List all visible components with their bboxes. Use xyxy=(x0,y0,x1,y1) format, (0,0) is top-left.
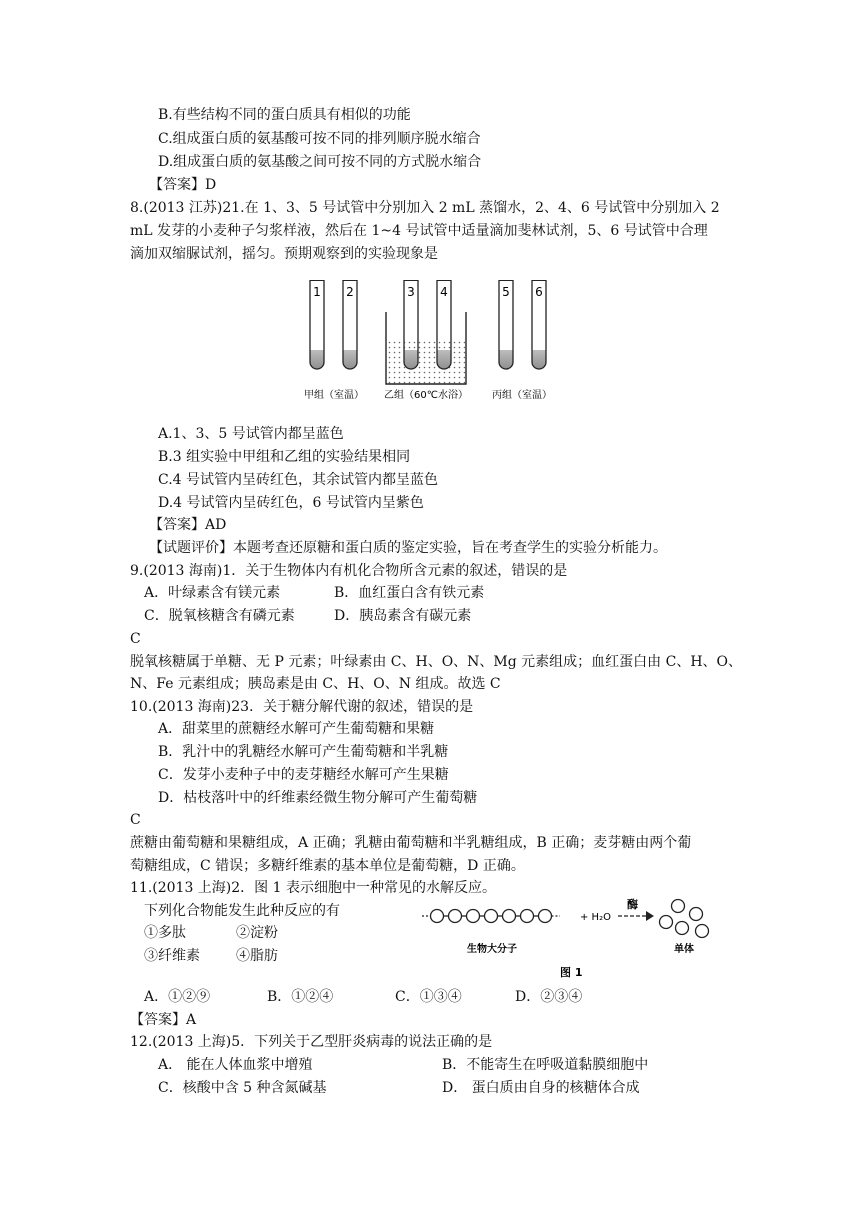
q11-hydrolysis-figure xyxy=(420,894,720,980)
q12-option-c: C．核酸中含 5 种含氮碱基 xyxy=(158,1080,327,1096)
tube-label-6: 6 xyxy=(535,285,543,299)
q7-option-b: B.有些结构不同的蛋白质具有相似的功能 xyxy=(158,107,411,123)
q12-option-d: D． 蛋白质由自身的核糖体合成 xyxy=(442,1080,640,1096)
tube-label-5: 5 xyxy=(502,285,510,299)
tube-label-4: 4 xyxy=(440,285,448,299)
q11-stem: 11.(2013 上海)2．图 1 表示细胞中一种常见的水解反应。 xyxy=(130,880,496,896)
group-label-b: 乙组（60℃水浴） xyxy=(384,390,468,401)
q11-option-b: B．①②④ xyxy=(267,989,334,1005)
q9-option-c: C．脱氧核糖含有磷元素 xyxy=(144,608,295,624)
water-bath xyxy=(386,312,466,384)
q11-item-3: ③纤维素 xyxy=(144,948,200,964)
q12-option-b: B．不能寄生在呼吸道黏膜细胞中 xyxy=(442,1057,649,1073)
group-label-c: 丙组（室温） xyxy=(492,390,552,401)
q9-stem: 9.(2013 海南)1．关于生物体内有机化合物所含元素的叙述，错误的是 xyxy=(130,563,568,579)
q12-stem: 12.(2013 上海)5．下列关于乙型肝炎病毒的说法正确的是 xyxy=(130,1034,493,1050)
reaction-arrow xyxy=(618,911,654,921)
q10-explanation-line1: 蔗糖由葡萄糖和果糖组成，A 正确；乳糖由葡萄糖和半乳糖组成，B 正确；麦芽糖由两个葡 xyxy=(130,835,692,851)
q9-explanation-line1: 脱氧核糖属于单糖、无 P 元素；叶绿素由 C、H、O、N、Mg 元素组成；血红蛋白由 C、H、O、 xyxy=(130,654,743,670)
q11-option-d: D．②③④ xyxy=(515,989,583,1005)
q11-option-a: A．①②⑨ xyxy=(144,989,211,1005)
tube-label-3: 3 xyxy=(407,285,415,299)
figure-caption: 图 1 xyxy=(560,966,583,979)
water-label: + H₂O xyxy=(580,912,611,923)
q10-option-d: D．枯枝落叶中的纤维素经微生物分解可产生葡萄糖 xyxy=(158,790,478,806)
q10-explanation-line2: 萄糖组成，C 错误；多糖纤维素的基本单位是葡萄糖，D 正确。 xyxy=(130,858,525,874)
monomers xyxy=(660,900,709,938)
q10-option-b: B．乳汁中的乳糖经水解可产生葡萄糖和半乳糖 xyxy=(158,744,449,760)
q8-stem-line2: mL 发芽的小麦种子匀浆样液，然后在 1~4 号试管中适量滴加斐林试剂，5、6 号试管中合理 xyxy=(130,223,708,239)
enzyme-label: 酶 xyxy=(627,898,638,911)
q11-option-c: C．①③④ xyxy=(395,989,462,1005)
q9-option-a: A．叶绿素含有镁元素 xyxy=(144,585,281,601)
q8-stem-line3: 滴加双缩脲试剂，摇匀。预期观察到的实验现象是 xyxy=(130,246,438,262)
q8-option-c: C.4 号试管内呈砖红色，其余试管内都呈蓝色 xyxy=(158,472,439,488)
q8-option-b: B.3 组实验中甲组和乙组的实验结果相同 xyxy=(158,449,411,465)
q10-option-a: A．甜菜里的蔗糖经水解可产生葡萄糖和果糖 xyxy=(158,721,435,737)
q10-answer: C xyxy=(130,812,141,828)
tube-label-2: 2 xyxy=(346,285,354,299)
q9-option-d: D．胰岛素含有碳元素 xyxy=(334,608,472,624)
q8-review: 【试题评价】本题考查还原糖和蛋白质的鉴定实验，旨在考查学生的实验分析能力。 xyxy=(149,540,667,556)
q9-explanation-line2: N、Fe 元素组成；胰岛素是由 C、H、O、N 组成。故选 C xyxy=(130,676,501,692)
q8-answer: 【答案】AD xyxy=(149,517,227,533)
q8-option-a: A.1、3、5 号试管内都呈蓝色 xyxy=(158,426,344,442)
macromolecule-chain xyxy=(422,910,560,923)
q7-option-d: D.组成蛋白质的氨基酸之间可按不同的方式脱水缩合 xyxy=(158,154,482,170)
q11-answer: 【答案】A xyxy=(130,1012,197,1028)
q11-item-2: ②淀粉 xyxy=(236,925,278,941)
q8-test-tube-figure xyxy=(298,276,568,406)
q11-sub-question: 下列化合物能发生此种反应的有 xyxy=(144,903,340,919)
q8-option-d: D.4 号试管内呈砖红色，6 号试管内呈紫色 xyxy=(158,495,424,511)
q7-option-c: C.组成蛋白质的氨基酸可按不同的排列顺序脱水缩合 xyxy=(158,131,481,147)
macromolecule-label: 生物大分子 xyxy=(467,944,517,955)
q9-answer: C xyxy=(130,631,141,647)
q7-answer: 【答案】D xyxy=(149,177,217,193)
q10-stem: 10.(2013 海南)23．关于糖分解代谢的叙述，错误的是 xyxy=(130,699,474,715)
q12-option-a: A． 能在人体血浆中增殖 xyxy=(158,1057,313,1073)
q11-item-1: ①多肽 xyxy=(144,925,186,941)
monomer-label: 单体 xyxy=(674,944,694,955)
q10-option-c: C．发芽小麦种子中的麦芽糖经水解可产生果糖 xyxy=(158,767,449,783)
q11-item-4: ④脂肪 xyxy=(236,948,278,964)
tube-label-1: 1 xyxy=(313,285,321,299)
q9-option-b: B．血红蛋白含有铁元素 xyxy=(334,585,485,601)
q8-stem-line1: 8.(2013 江苏)21.在 1、3、5 号试管中分别加入 2 mL 蒸馏水，2、4、6 号试管中分别加入 2 xyxy=(130,200,720,216)
group-label-a: 甲组（室温） xyxy=(304,390,364,401)
